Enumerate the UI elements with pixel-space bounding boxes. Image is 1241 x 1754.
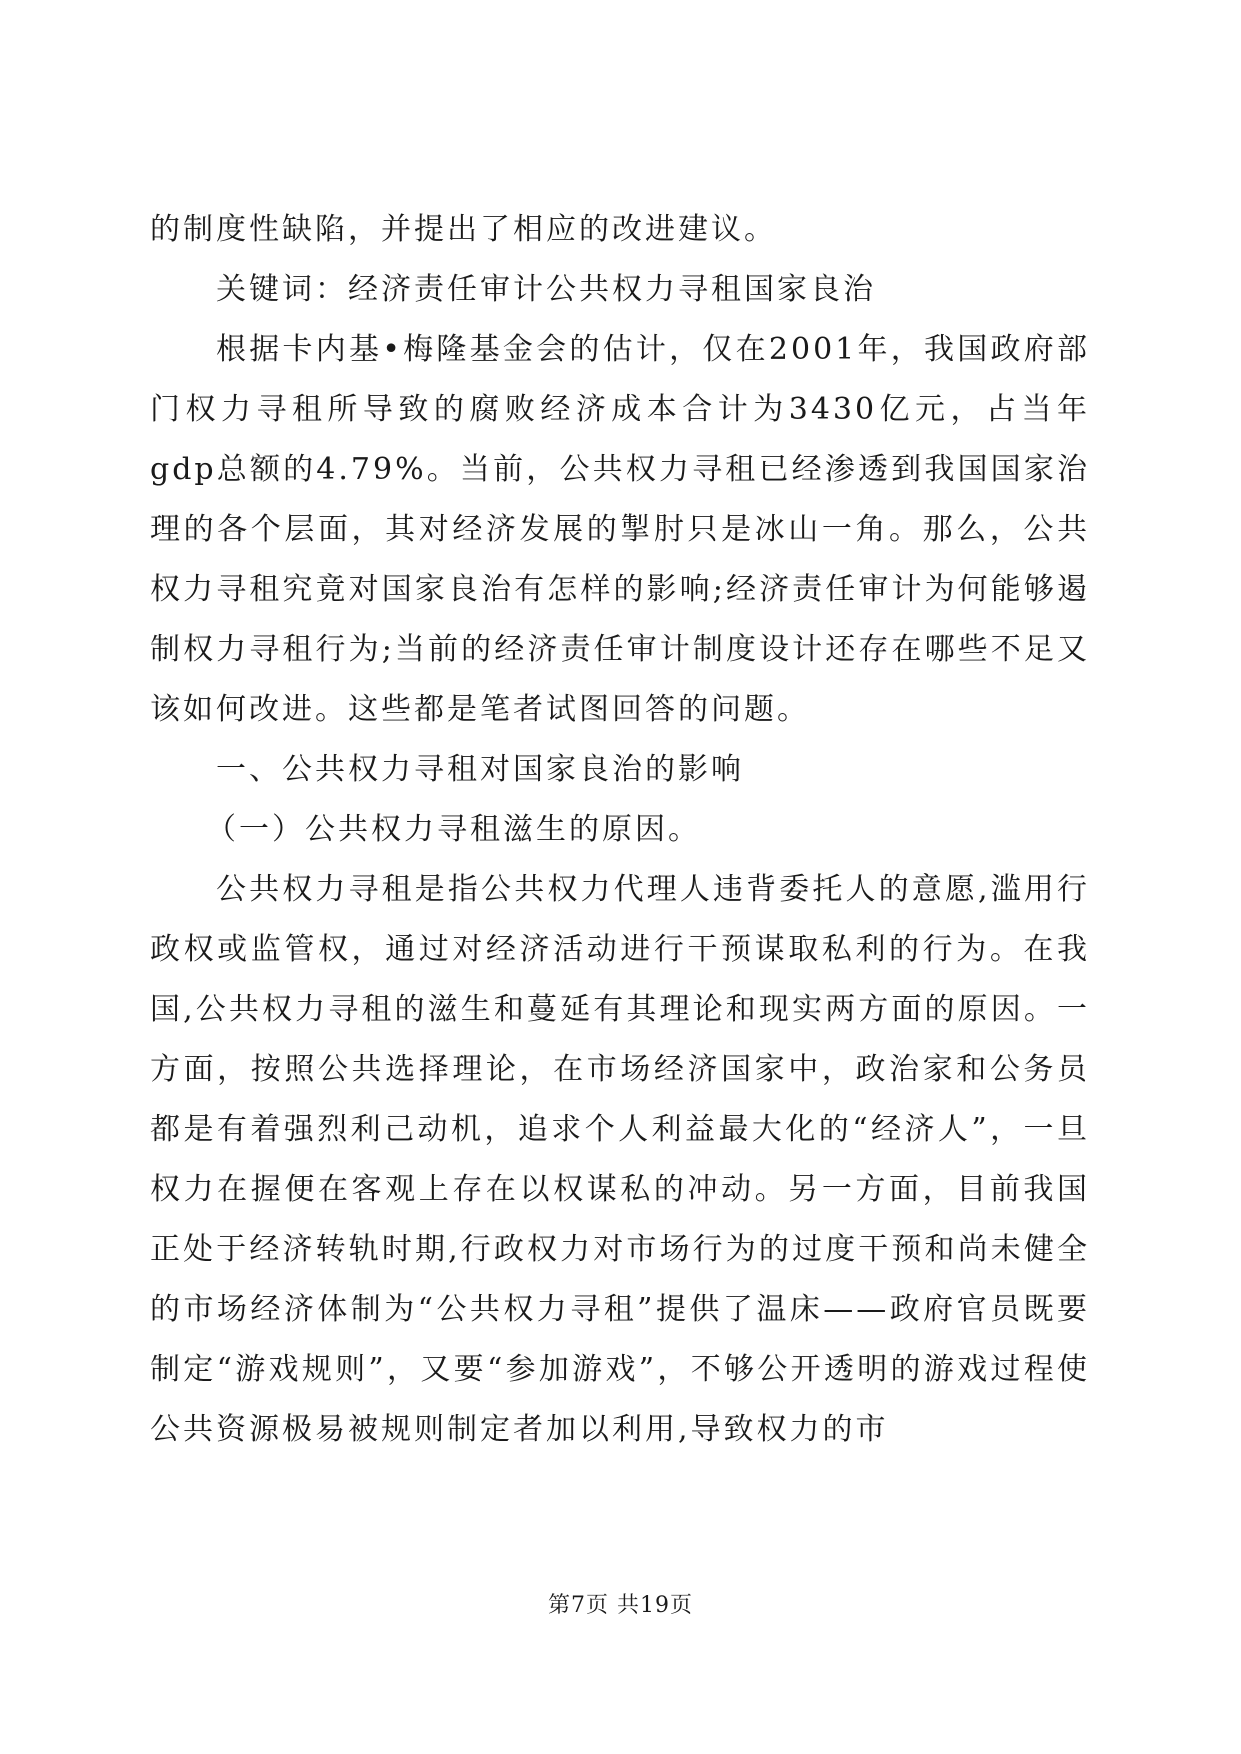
paragraph-continuation: 的制度性缺陷，并提出了相应的改进建议。 (150, 212, 777, 247)
section-heading: 一、公共权力寻租对国家良治的影响 (216, 752, 744, 787)
keywords-line: 关键词：经济责任审计公共权力寻租国家良治 (216, 272, 876, 307)
subsection-heading: （一）公共权力寻租滋生的原因。 (206, 812, 701, 847)
body-text (150, 200, 1090, 1460)
paragraph-causes: 公共权力寻租是指公共权力代理人违背委托人的意愿,滥用行政权或监管权，通过对经济活动进行干预谋取私利的行为。在我国,公共权力寻租的滋生和蔓延有其理论和现实两方面的原因。一方面，按照公共选择理论，在市场经济国家中，政治家和公务员都是有着强烈利己动机，追求个人利益最大化的“经济人”，一旦权力在握便在客观上存在以权谋私的冲动。另一方面，目前我国正处于经济转轨时期,行政权力对市场行为的过度干预和尚未健全的市场经济体制为“公共权力寻租”提供了温床——政府官员既要制定“游戏规则”，又要“参加游戏”，不够公开透明的游戏过程使公共资源极易被规则制定者加以利用,导致权力的市 (150, 872, 1090, 1447)
page-footer: 第7页 共19页 (548, 1593, 693, 1618)
paragraph-intro: 根据卡内基•梅隆基金会的估计，仅在2001年，我国政府部门权力寻租所导致的腐败经济成本合计为3430亿元，占当年gdp总额的4.79%。当前，公共权力寻租已经渗透到我国国家治理的各个层面，其对经济发展的掣肘只是冰山一角。那么，公共权力寻租究竟对国家良治有怎样的影响;经济责任审计为何能够遏制权力寻租行为;当前的经济责任审计制度设计还存在哪些不足又该如何改进。这些都是笔者试图回答的问题。 (150, 332, 1090, 727)
